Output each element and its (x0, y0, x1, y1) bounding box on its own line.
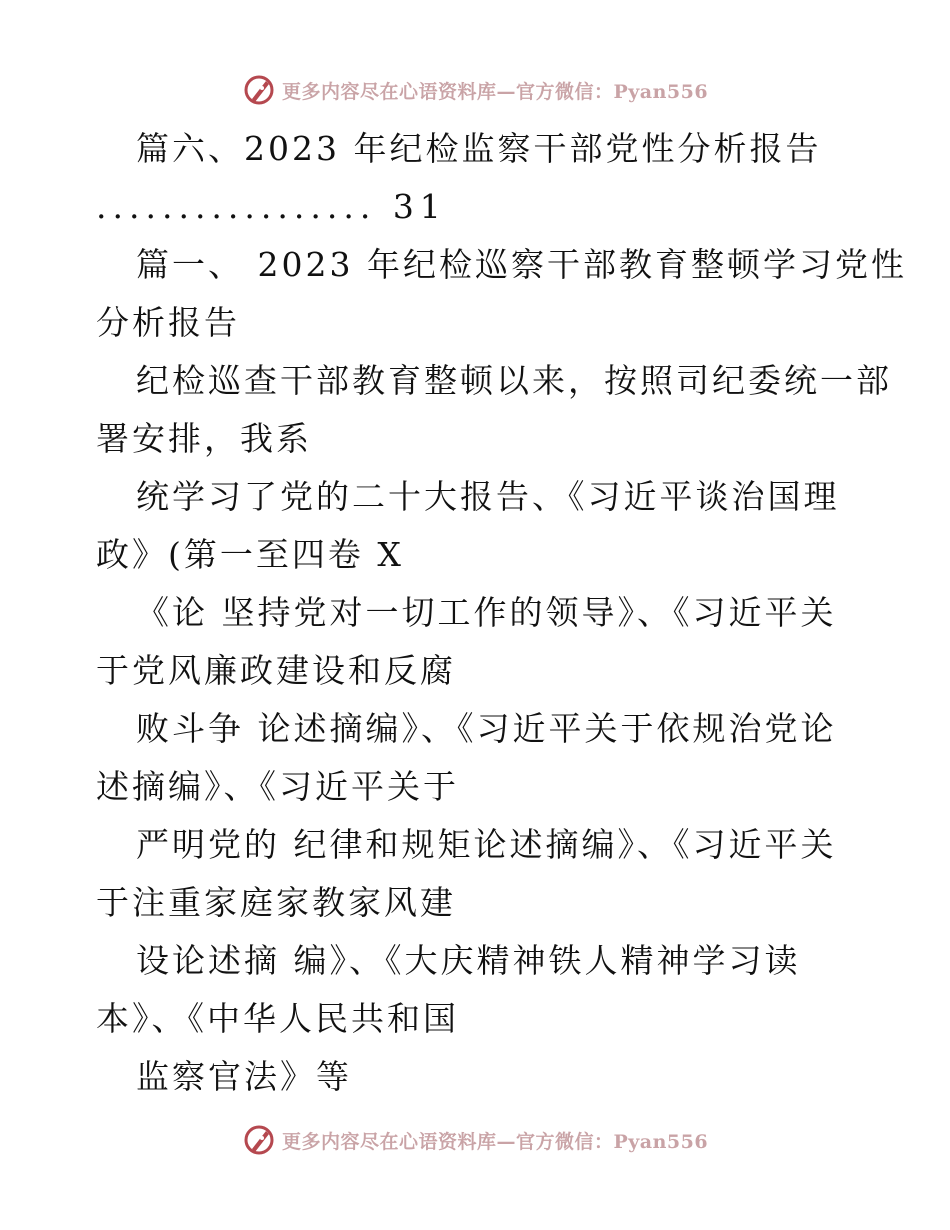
body-line-9: 严明党的 纪律和规矩论述摘编》、《习近平关 (136, 825, 837, 864)
footer-watermark-banner (0, 1120, 950, 1160)
body-line-5: 《论 坚持党对一切工作的领导》、《习近平关 (136, 593, 837, 632)
body-line-8: 述摘编》、《习近平关于 (96, 767, 459, 806)
toc-entry-title: 篇六、2023 年纪检监察干部党性分析报告 (136, 129, 822, 168)
toc-entry-dots-page: ................. 31 (96, 187, 447, 226)
section-heading-line-1: 篇一、 2023 年纪检巡察干部教育整顿学习党性 (136, 245, 907, 284)
header-watermark-banner (0, 70, 950, 110)
body-line-11: 设论述摘 编》、《大庆精神铁人精神学习读 (136, 941, 801, 980)
header-banner-inner (242, 73, 708, 107)
body-line-3: 统学习了党的二十大报告、《习近平谈治国理 (136, 477, 840, 516)
body-line-6: 于党风廉政建设和反腐 (96, 651, 456, 690)
body-line-10: 于注重家庭家教家风建 (96, 883, 456, 922)
body-line-4: 政》(第一至四卷 X (96, 535, 404, 574)
body-line-1: 纪检巡查干部教育整顿以来，按照司纪委统一部 (136, 361, 892, 400)
fountain-pen-logo-icon (242, 1123, 276, 1157)
body-line-13: 监察官法》等 (136, 1057, 352, 1096)
body-line-2: 署安排，我系 (96, 419, 312, 458)
body-line-7: 败斗争 论述摘编》、《习近平关于依规治党论 (136, 709, 837, 748)
section-heading-line-2: 分析报告 (96, 303, 240, 342)
document-body (96, 120, 907, 1106)
body-line-12: 本》、《中华人民共和国 (96, 999, 459, 1038)
header-banner-text: 更多内容尽在心语资料库—官方微信：Pyan556 (281, 80, 709, 103)
footer-banner-text: 更多内容尽在心语资料库—官方微信：Pyan556 (281, 1130, 709, 1153)
fountain-pen-logo-icon (242, 73, 276, 107)
footer-banner-inner (242, 1123, 708, 1157)
